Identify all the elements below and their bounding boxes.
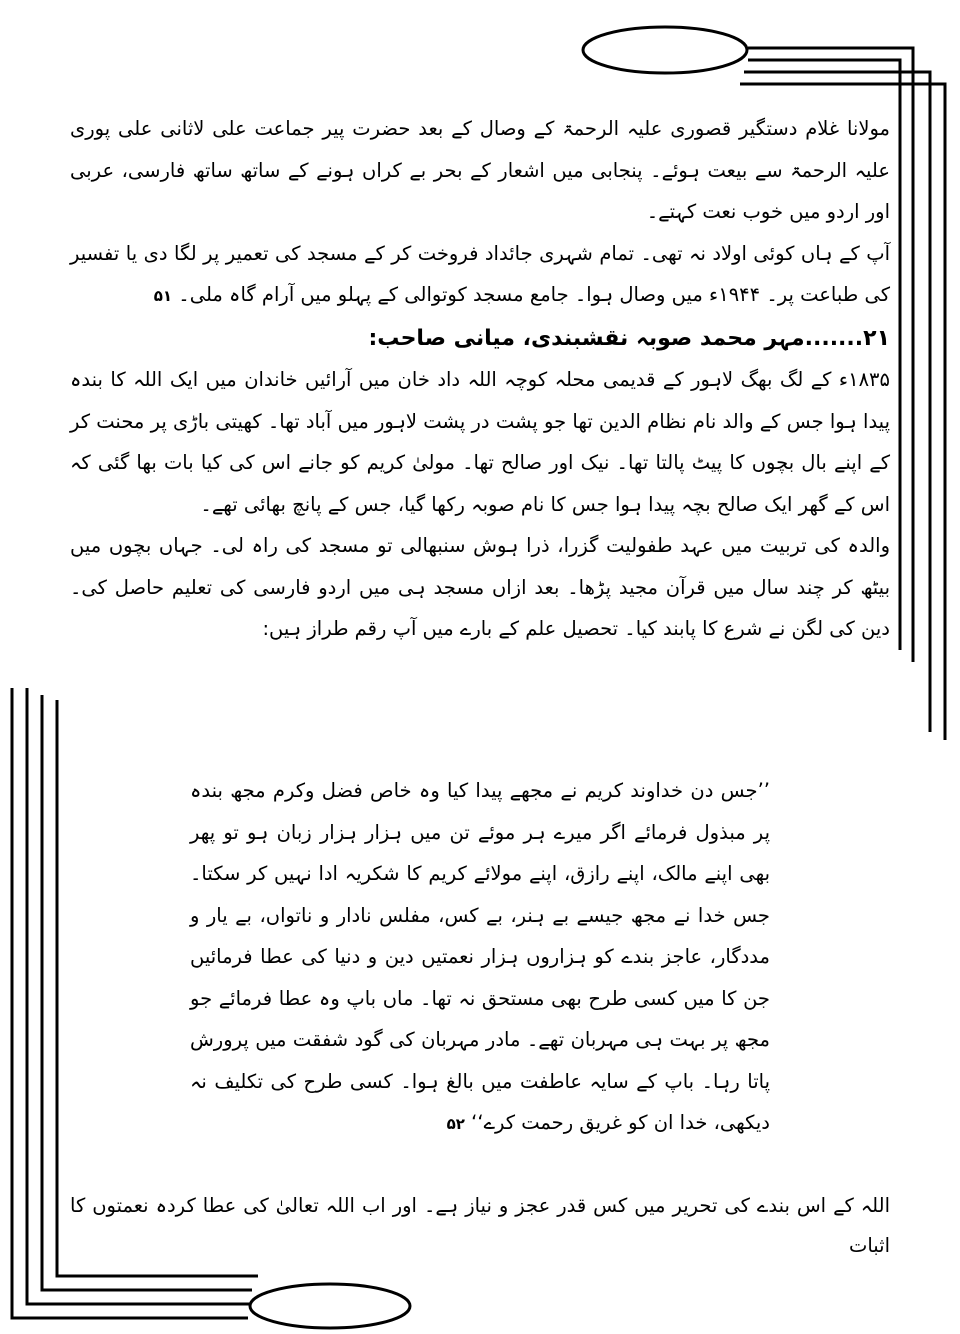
paragraph-2-text: آپ کے ہاں کوئی اولاد نہ تھی۔ تمام شہری جائداد فروخت کر کے مسجد کی تعمیر پر لگا دی یا تفسیر کی طباعت پر۔ ۱۹۴۴ء میں وصال ہوا۔ جامع مسجد کوتوالی کے پہلو میں آرام گاہ ملی۔ <box>70 241 890 306</box>
footnote-52: ۵۲ <box>446 1115 465 1133</box>
top-oval-ornament <box>583 27 747 73</box>
paragraph-1: مولانا غلام دستگیر قصوری علیہ الرحمۃ کے وصال کے بعد حضرت پیر جماعت علی لاثانی علی پوری علیہ الرحمۃ سے بیعت ہوئے۔ پنجابی میں اشعار کے بحر بے کراں ہونے کے ساتھ ساتھ فارسی، عربی اور اردو میں خوب نعت کہتے۔ <box>70 117 890 223</box>
quote-block <box>190 770 770 1146</box>
bottom-oval-ornament <box>250 1284 410 1328</box>
paragraph-2 <box>70 233 890 318</box>
quote-text: ’’جس دن خداوند کریم نے مجھے پیدا کیا وہ خاص فضل وکرم مجھ بندہ پر مبذول فرمائے اگر میرے ہر موئے تن میں ہزار ہزار زبان ہو تو پھر بھی اپنے مالک، اپنے رازق، اپنے مولائے کریم کا شکریہ ادا نہیں کر سکتا۔ جس خدا نے مجھ جیسے بے ہنر، بے کس، مفلس نادار و ناتواں، بے یار و مددگار، عاجز بندے کو ہزاروں ہزار نعمتیں دین و دنیا کی عطا فرمائیں جن کا میں کسی طرح بھی مستحق نہ تھا۔ ماں باپ وہ عطا فرمائے جو مجھ پر بہت ہی مہربان تھے۔ مادر مہربان کی گود شفقت میں پرورش پاتا رہا۔ باپ کے سایہ عاطفت میں بالغ ہوا۔ کسی طرح کی تکلیف نہ دیکھی، خدا ان کو غریق رحمت کرے‘‘ <box>190 779 770 1134</box>
paragraph-3: ۱۸۳۵ء کے لگ بھگ لاہور کے قدیمی محلہ کوچہ اللہ داد خان میں آرائیں خاندان میں ایک اللہ کا بندہ پیدا ہوا جس کے والد نام نظام الدین تھا جو پشت در پشت لاہور میں آباد تھا۔ کھیتی باڑی پر محنت کر کے اپنے بال بچوں کا پیٹ پالتا تھا۔ نیک اور صالح تھا۔ مولیٰ کریم کو جانے اس کی کیا بات بھا گئی کہ اس کے گھر ایک صالح بچہ پیدا ہوا جس کا نام صوبہ رکھا گیا، جس کے پانچ بھائی تھے۔ <box>70 368 890 516</box>
paragraph-5: اللہ کے اس بندے کی تحریر میں کس قدر عجز و نیاز ہے۔ اور اب اللہ تعالیٰ کی عطا کردہ نعمتوں کا اثبات <box>70 1194 890 1257</box>
paragraph-4: والدہ کی تربیت میں عہد طفولیت گزرا، ذرا ہوش سنبھالی تو مسجد کی راہ لی۔ جہاں بچوں میں بیٹھ کر چند سال میں قرآن مجید پڑھا۔ بعد ازاں مسجد ہی میں اردو فارسی کی تعلیم حاصل کی۔ دین کی لگن نے شرع کا پابند کیا۔ تحصیل علم کے بارے میں آپ رقم طراز ہیں: <box>70 534 890 640</box>
footnote-51: ۵۱ <box>153 287 173 305</box>
section-heading: ۲۱.......مہر محمد صوبہ نقشبندی، میانی صاحب: <box>368 325 890 351</box>
body-text-top <box>70 108 890 650</box>
